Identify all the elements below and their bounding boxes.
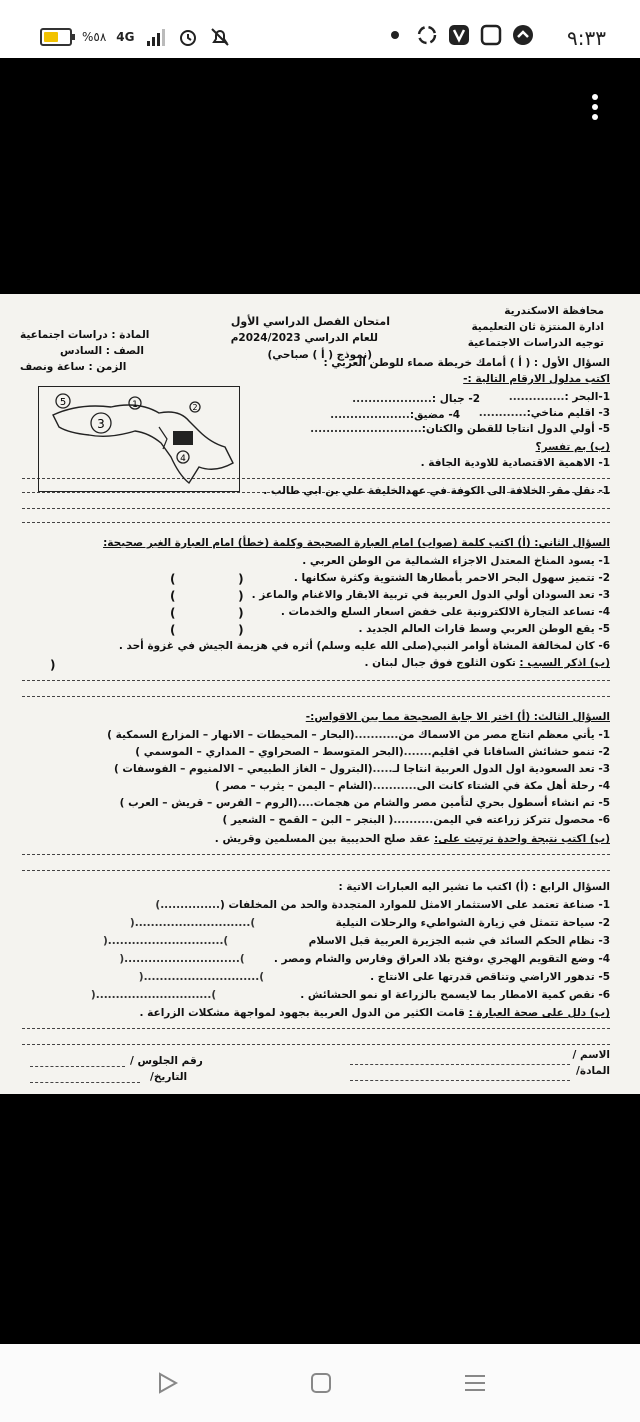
q2-title: السؤال الثاني: (أ) اكتب كلمة (صواب) امام العبارة الصحيحة وكلمة (خطأ) امام العبارة الغير صحيحة:	[103, 537, 610, 549]
dot-icon	[384, 24, 406, 46]
sync-icon	[416, 24, 438, 46]
seat-number-label: رقم الجلوس /	[130, 1055, 203, 1067]
app-chevron-icon	[512, 24, 534, 46]
q4-b: (ب) دلل على صحة العبارة : قامت الكثير من الدول العربية بجهود لمواجهة مشكلات الزراعة .	[139, 1007, 610, 1019]
answer-line	[22, 1028, 610, 1029]
q1-item-1: 1-البحر :..............	[508, 391, 610, 403]
system-icons	[40, 26, 231, 48]
header-year: للعام الدراسي 2024/2023م	[230, 332, 378, 344]
q1-b-title: (ب) بم تفسر؟	[535, 441, 610, 453]
q3-item-2: 2- تنمو حشائش السافانا في اقليم.......(البحر المتوسط – الصحراوي – المداري – الموسمي )	[135, 746, 610, 758]
header-governorate: محافظة الاسكندرية	[504, 305, 604, 317]
exam-paper-photo	[0, 294, 640, 1094]
q2-item-2: 2- تتميز سهول البحر الاحمر بأمطارها الشتوية وكثرة سكانها .	[293, 572, 610, 584]
back-icon[interactable]	[154, 1370, 180, 1396]
q3-b: (ب) اكتب نتيجة واحدة ترتبت على: عقد صلح الحديبية بين المسلمين وقريش .	[214, 833, 610, 845]
answer-parens: ( )	[170, 606, 244, 620]
map-outline	[39, 387, 239, 491]
date-label: التاريخ/	[150, 1071, 188, 1083]
q2-item-5: 5- يقع الوطن العربي وسط قارات العالم الجديد .	[358, 623, 610, 635]
q4-item-3: 3- نظام الحكم السائد في شبه الجزيرة العربية قبل الاسلام ).............................(	[102, 935, 610, 947]
q4-item-4: 4- وضع التقويم الهجري ،وفتح بلاد العراق وفارس والشام ومصر . ).............................(	[119, 953, 610, 965]
q2-item-1: 1- يسود المناخ المعتدل الاجزاء الشمالية من الوطن العربي .	[302, 555, 610, 567]
header-exam-title: امتحان الفصل الدراسي الأول	[230, 315, 390, 328]
header-department: توجيه الدراسات الاجتماعية	[467, 337, 604, 349]
q3-item-1: 1- يأتي معظم انتاج مصر من الاسماك من...........(البحار – المحيطات – الانهار – المزارع السمكية )	[107, 729, 610, 741]
q1-item-2: 2- جبال :....................	[352, 393, 480, 405]
q1-instruction: اكتب مدلول الارقام التالية :-	[463, 373, 610, 385]
app-v-icon	[448, 24, 470, 46]
q2-item-6: 6- كان لمخالفة المشاة أوامر النبي(صلى الله عليه وسلم) أثره في هزيمة الجيش في غزوة أحد .	[118, 640, 610, 652]
q1-item-4: 4- مضيق:....................	[330, 409, 460, 421]
mute-bell-icon	[209, 26, 231, 48]
student-name-label: الاسم /	[572, 1049, 610, 1061]
network-type: 4G	[116, 30, 135, 44]
answer-parens: (	[50, 658, 56, 672]
q3-item-5: 5- تم انشاء أسطول بحري لتأمين مصر والشام من هجمات....(الروم – الفرس – قريش – العرب )	[119, 797, 610, 809]
q2-item-4: 4- تساعد التجارة الالكترونية على خفض اسعار السلع والخدمات .	[280, 606, 610, 618]
student-subject-label: المادة/	[576, 1065, 610, 1077]
q3-title: السؤال الثالث: (أ) اختر الا جابة الصحيحة مما بين الاقواس:-	[305, 711, 610, 723]
q4-item-5: 5- تدهور الاراضي وتناقص قدرتها على الانتاج . ).............................(	[138, 971, 610, 983]
app-square-icon	[480, 24, 502, 46]
image-viewer-bottom	[0, 1094, 640, 1344]
q4-item-1: 1- صناعة تعتمد على الاستثمار الامثل للموارد المتجددة والحد من المخلفات (...............)	[155, 899, 610, 911]
answer-line	[22, 696, 610, 697]
answer-line	[30, 1082, 140, 1083]
q1-b-item-1: 1- الاهمية الاقتصادية للاودية الجافة .	[420, 457, 610, 469]
q4-title: السؤال الرابع : (أ) اكتب ما تشير اليه العبارات الاتية :	[338, 881, 610, 893]
answer-line	[350, 1080, 570, 1081]
answer-line	[22, 1044, 610, 1045]
answer-line	[22, 854, 610, 855]
answer-parens: ( )	[170, 623, 244, 637]
q1-item-5: 5- أولي الدول انتاجا للقطن والكتان:............................	[310, 423, 610, 435]
header-admin: ادارة المنتزة ثان التعليمية	[471, 321, 604, 333]
q3-item-4: 4- رحلة أهل مكة في الشتاء كانت الى...........(الشام – اليمن – يثرب – مصر )	[214, 780, 610, 792]
home-icon[interactable]	[308, 1370, 334, 1396]
image-viewer-top	[0, 58, 640, 294]
q1-b-item-2: 1- نقل مقر الخلافة الى الكوفة في عهدالخليفة علي بن ابي طالب .	[263, 485, 610, 497]
answer-parens: ( )	[170, 589, 244, 603]
q1-title: السؤال الأول : ( أ ) أمامك خريطة صماء للوطن العربي :	[323, 357, 610, 369]
status-bar	[0, 0, 640, 58]
more-options-icon[interactable]	[590, 94, 600, 128]
q3-item-3: 3- تعد السعودية اول الدول العربية انتاجا لـ.....(البترول – الغاز الطبيعي – الالمنيوم – الفوسفات )	[113, 763, 610, 775]
map-number-4: 4	[180, 454, 186, 464]
battery-icon	[40, 28, 72, 46]
answer-line	[22, 680, 610, 681]
answer-line	[350, 1064, 570, 1065]
q1-item-3: 3- اقليم مناخي:............	[478, 407, 610, 419]
map-number-5: 5	[59, 397, 67, 408]
navigation-bar	[0, 1344, 640, 1422]
recents-icon[interactable]	[462, 1370, 488, 1396]
q4-item-2: 2- سياحة تتمثل في زيارة الشواطيء والرحلات النيلية ).............................(	[129, 917, 610, 929]
q3-item-6: 6- محصول تتركز زراعته في اليمن..........( البنجر – البن – القمح – الشعير )	[222, 814, 610, 826]
map-number-2: 2	[192, 403, 198, 412]
answer-parens: ( )	[170, 572, 244, 586]
alarm-icon	[177, 26, 199, 48]
header-model: (نموذج ( أ ) صباحي)	[267, 349, 372, 361]
q2-item-3: 3- تعد السودان أولي الدول العربية في تربية الابقار والاغنام والماعز .	[251, 589, 610, 601]
battery-percent: %٥٨	[82, 30, 107, 44]
header-grade: الصف : السادس	[60, 345, 144, 357]
notification-icons	[384, 24, 534, 46]
map-number-1: 1	[132, 400, 138, 410]
answer-line	[22, 870, 610, 871]
answer-line	[30, 1066, 125, 1067]
status-time: ٩:٣٣	[567, 26, 606, 50]
arab-world-map	[38, 386, 240, 492]
answer-line	[22, 522, 610, 523]
q2-b: (ب) اذكر السبب : تكون الثلوج فوق جبال لبنان .	[364, 657, 610, 669]
header-subject: المادة : دراسات اجتماعية	[20, 329, 150, 341]
header-duration: الزمن : ساعة ونصف	[20, 361, 127, 373]
signal-icon	[145, 26, 167, 48]
answer-line	[22, 508, 610, 509]
q4-item-6: 6- نقص كمية الامطار بما لايسمح بالزراعة او نمو الحشائش . ).............................(	[90, 989, 610, 1001]
map-number-3: 3	[97, 417, 105, 431]
